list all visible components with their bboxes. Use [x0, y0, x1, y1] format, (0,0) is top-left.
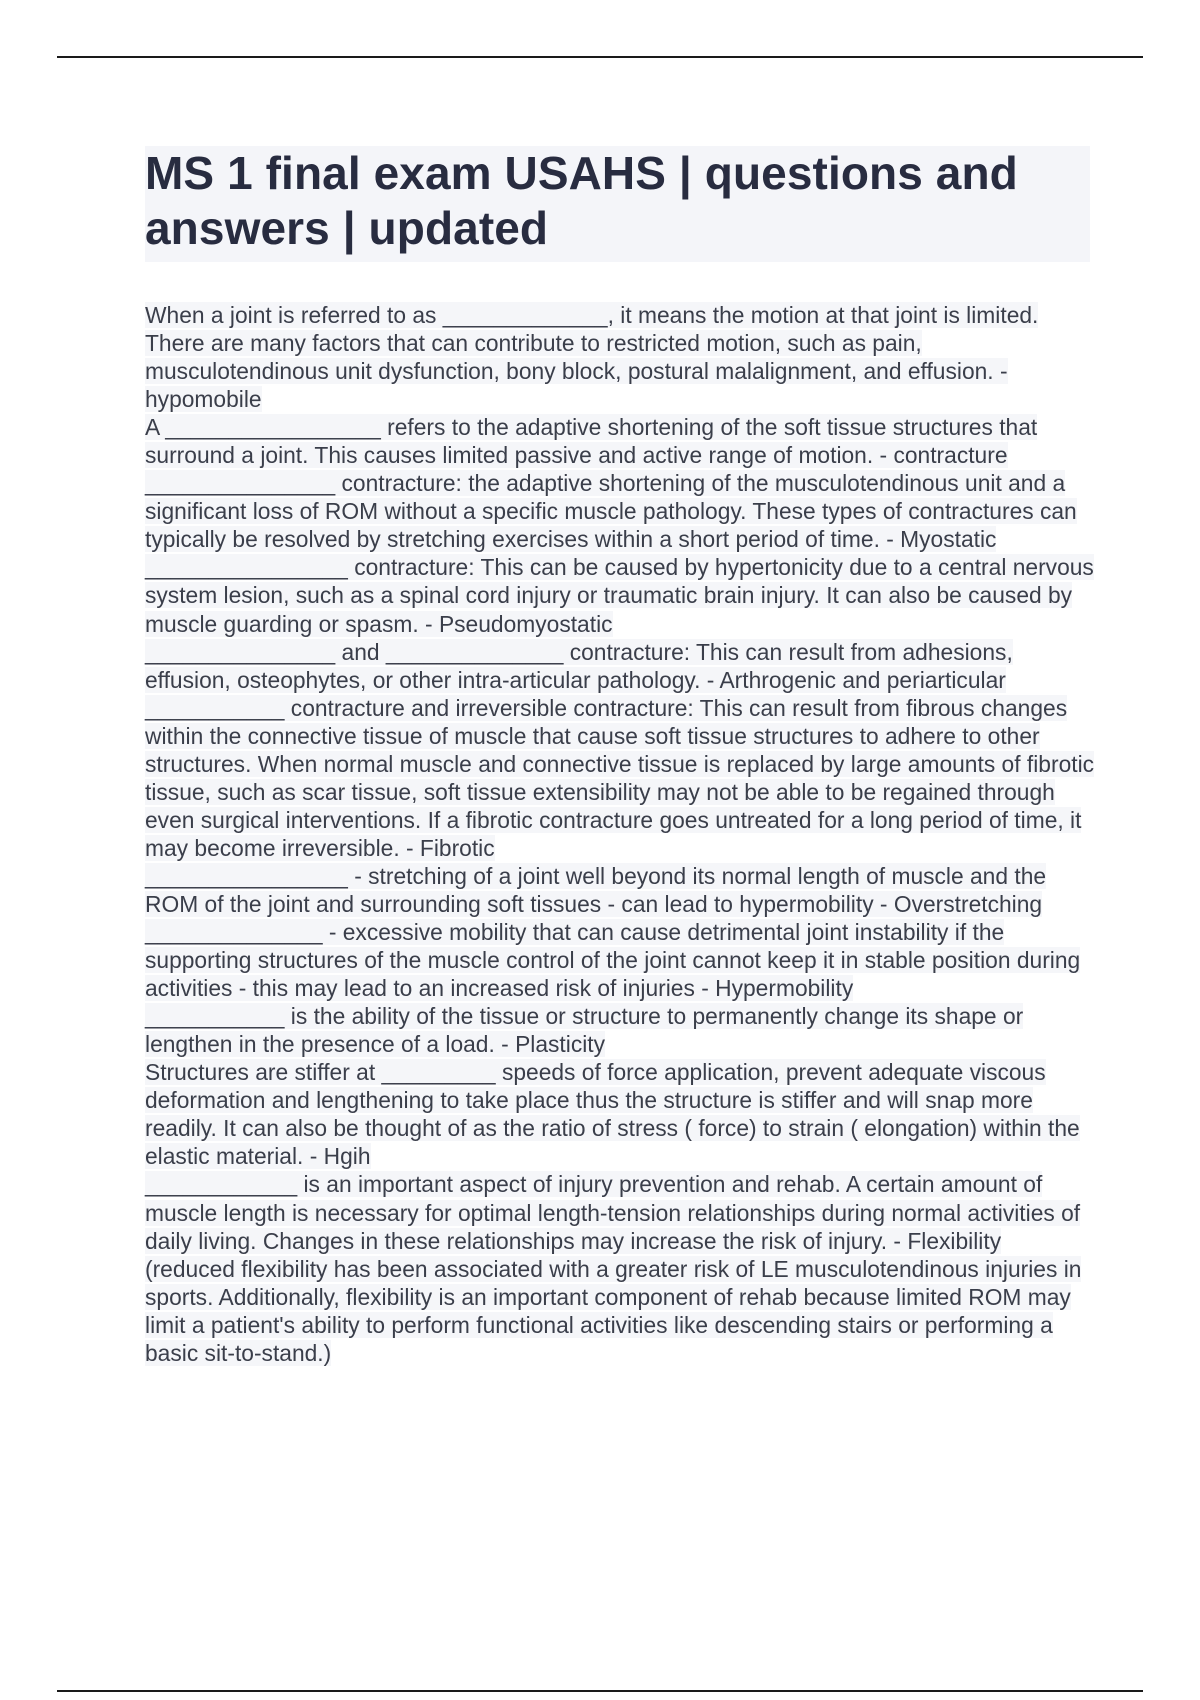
bottom-rule	[57, 1690, 1143, 1692]
question-item	[145, 413, 1095, 469]
question-text: Structures are stiffer at _________ speeds of force application, prevent adequate viscous deformation and lengthening to take place thus the structure is stiffer and will snap more readily. It can also be thought of as the ratio of stress ( force) to strain ( elongation) within the elastic material. - Hgih	[145, 1059, 1080, 1170]
question-text: ___________ contracture and irreversible contracture: This can result from fibrous changes within the connective tissue of muscle that cause soft tissue structures to adhere to other structures. When normal muscle and connective tissue is replaced by large amounts of fibrotic tissue, such as scar tissue, soft tissue extensibility may not be able to be regained through even surgical interventions. If a fibrotic contracture goes untreated for a long period of time, it may become irreversible. - Fibrotic	[145, 694, 1095, 861]
document-title: MS 1 final exam USAHS | questions and answers | updated	[145, 147, 1018, 254]
question-item	[145, 638, 1095, 694]
question-item	[145, 694, 1095, 862]
question-item	[145, 1002, 1095, 1058]
question-text: ____________ is an important aspect of injury prevention and rehab. A certain amount of muscle length is necessary for optimal length-tension relationships during normal activities of daily living. Changes in these relationships may increase the risk of injury. - Flexibility (reduced flexibility has been associated with a greater risk of LE musculotendinous injuries in sports. Additionally, flexibility is an important component of rehab because limited ROM may limit a patient's ability to perform functional activities like descending stairs or performing a basic sit-to-stand.)	[145, 1171, 1082, 1366]
question-item	[145, 469, 1095, 553]
question-item	[145, 918, 1095, 1002]
title-block	[145, 146, 1090, 262]
question-text: ________________ - stretching of a joint well beyond its normal length of muscle and the ROM of the joint and surrounding soft tissues - can lead to hypermobility - Overstretching	[145, 862, 1047, 917]
question-text: When a joint is referred to as _____________, it means the motion at that joint is limited. There are many factors that can contribute to restricted motion, such as pain, musculotendinous unit dysfunction, bony block, postural malalignment, and effusion. - hypomobile	[145, 302, 1039, 413]
question-item	[145, 1170, 1095, 1366]
question-item	[145, 862, 1095, 918]
question-list	[145, 301, 1095, 1367]
question-item	[145, 301, 1095, 413]
question-item	[145, 1058, 1095, 1170]
top-rule	[57, 56, 1143, 58]
question-text: ______________ - excessive mobility that can cause detrimental joint instability if the supporting structures of the muscle control of the joint cannot keep it in stable position during activities - this may lead to an increased risk of injuries - Hypermobility	[145, 919, 1081, 1002]
question-text: _______________ and ______________ contracture: This can result from adhesions, effusion, osteophytes, or other intra-articular pathology. - Arthrogenic and periarticular	[145, 638, 1013, 693]
question-text: A _________________ refers to the adaptive shortening of the soft tissue structures that surround a joint. This causes limited passive and active range of motion. - contracture	[145, 414, 1038, 469]
question-text: _______________ contracture: the adaptive shortening of the musculotendinous unit and a significant loss of ROM without a specific muscle pathology. These types of contractures can typically be resolved by stretching exercises within a short period of time. - Myostatic	[145, 470, 1077, 553]
question-item	[145, 553, 1095, 637]
question-text: ________________ contracture: This can be caused by hypertonicity due to a central nervous system lesion, such as a spinal cord injury or traumatic brain injury. It can also be caused by muscle guarding or spasm. - Pseudomyostatic	[145, 554, 1094, 637]
question-text: ___________ is the ability of the tissue or structure to permanently change its shape or lengthen in the presence of a load. - Plasticity	[145, 1003, 1024, 1058]
